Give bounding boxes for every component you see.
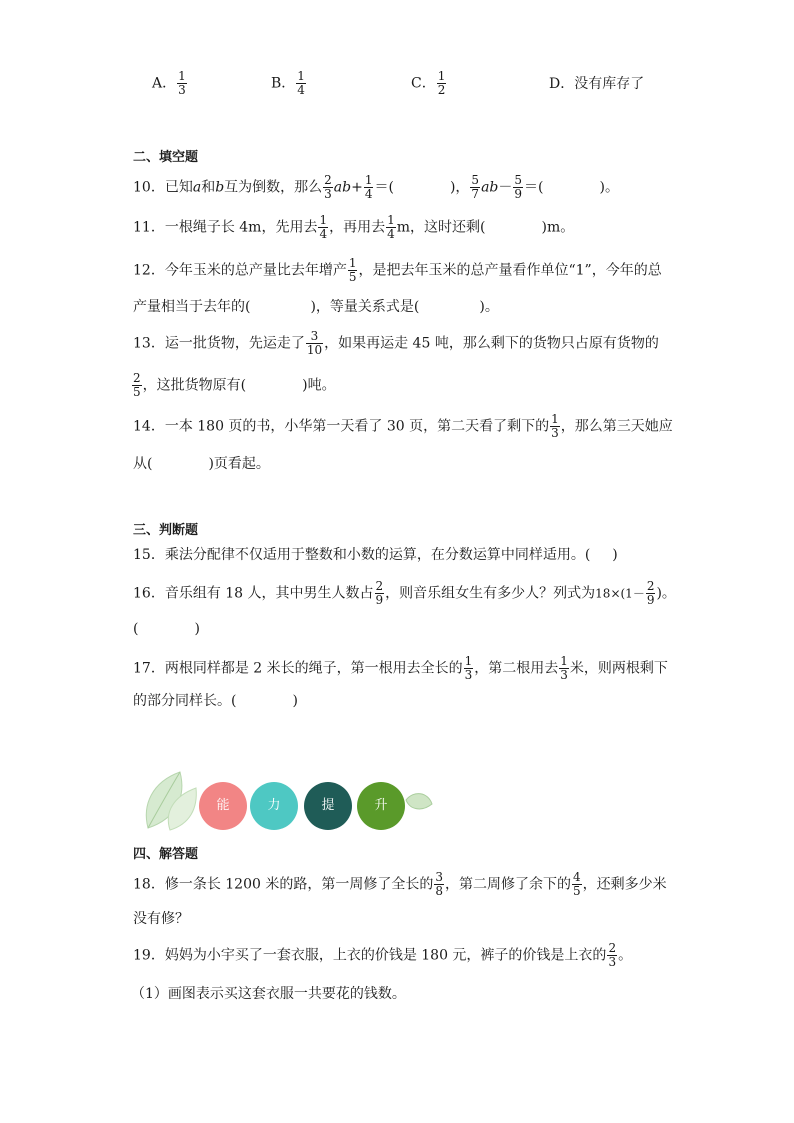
banner-circle-2: 力 (250, 782, 298, 830)
small-leaf-icon (404, 790, 434, 816)
question-17-line1: 17．两根同样都是 2 米长的绳子，第一根用去全长的 $\frac{1}{3}$ ，第二根用去 $\frac{1}{3}$ 米，则两根剩下 (133, 654, 668, 682)
banner-circle-3: 提 (304, 782, 352, 830)
banner-circle-4: 升 (357, 782, 405, 830)
fraction: $\frac{1}{4}$ (387, 213, 395, 241)
option-a: A． $\frac{1}{3}$ (152, 69, 186, 97)
fraction: $\frac{5}{9}$ (514, 173, 523, 201)
fraction: $\frac{5}{7}$ (471, 173, 480, 201)
question-19-part-1: （1）画图表示买这套衣服一共要花的钱数。 (131, 986, 406, 1002)
section-heading-judge: 三、判断题 (133, 523, 199, 538)
section-heading-solve: 四、解答题 (133, 847, 199, 862)
question-10: 10．已知a和b互为倒数，那么 $\frac{2}{3}$ ab+ $\frac{1}{4}$ ＝( )， $\frac{5}{7}$ ab－ $\frac{5}{9}$ ＝( )。 (133, 173, 619, 201)
question-11: 11．一根绳子长 4m，先用去 $\frac{1}{4}$ ，再用去 $\frac{1}{4}$ m，这时还剩( )m。 (133, 213, 575, 241)
question-14-line1: 14．一本 180 页的书，小华第一天看了 30 页，第二天看了剩下的 $\frac{1}{3}$ ，那么第三天她应 (133, 412, 673, 440)
fraction: $\frac{1}{3}$ (560, 654, 568, 682)
question-15: 15．乘法分配律不仅适用于整数和小数的运算，在分数运算中同样适用。( ) (133, 547, 618, 563)
fraction: $\frac{2}{3}$ (324, 173, 332, 201)
option-d: D．没有库存了 (549, 76, 645, 92)
fraction: $\frac{2}{9}$ (646, 579, 655, 607)
fraction: $\frac{2}{5}$ (133, 371, 141, 399)
leaf-decoration-icon (140, 770, 200, 832)
fraction: $\frac{1}{5}$ (348, 256, 357, 284)
question-14-line2: 从( )页看起。 (133, 456, 270, 472)
question-19: 19．妈妈为小宇买了一套衣服，上衣的价钱是 180 元，裤子的价钱是上衣的 $\frac{2}{3}$ 。 (133, 941, 633, 969)
question-16-answer: ( ) (133, 621, 200, 637)
fraction: $\frac{3}{8}$ (435, 870, 443, 898)
question-18-line2: 没有修？ (133, 911, 189, 927)
question-12-line1: 12．今年玉米的总产量比去年增产 $\frac{1}{5}$ ，是把去年玉米的总产量看作单位“1”，今年的总 (133, 256, 662, 284)
question-13-line1: 13．运一批货物，先运走了 $\frac{3}{10}$ ，如果再运走 45 吨，那么剩下的货物只占原有货物的 (133, 329, 659, 357)
question-16: 16．音乐组有 18 人，其中男生人数占 $\frac{2}{9}$ ，则音乐组女生有多少人？列式为18×(1－ $\frac{2}{9}$ )。 (133, 579, 676, 607)
fraction: $\frac{4}{5}$ (572, 870, 581, 898)
question-17-line2: 的部分同样长。( ) (133, 693, 298, 709)
fraction: $\frac{2}{3}$ (608, 941, 617, 969)
fraction: $\frac{3}{10}$ (306, 329, 323, 357)
fraction: $\frac{1}{3}$ (551, 412, 559, 440)
fraction: $\frac{1}{2}$ (437, 69, 446, 97)
banner-circle-1: 能 (199, 782, 247, 830)
question-13-line2: $\frac{2}{5}$ ，这批货物原有( )吨。 (133, 371, 336, 399)
option-b: B． $\frac{1}{4}$ (271, 69, 305, 97)
fraction: $\frac{1}{4}$ (319, 213, 328, 241)
question-12-line2: 产量相当于去年的( )，等量关系式是( )。 (133, 299, 499, 315)
fraction: $\frac{2}{9}$ (375, 579, 384, 607)
fraction: $\frac{1}{3}$ (178, 69, 186, 97)
section-heading-fill: 二、填空题 (133, 150, 199, 165)
fraction: $\frac{1}{4}$ (297, 69, 305, 97)
fraction: $\frac{1}{3}$ (464, 654, 473, 682)
option-c: C． $\frac{1}{2}$ (411, 69, 446, 97)
question-18-line1: 18．修一条长 1200 米的路，第一周修了全长的 $\frac{3}{8}$ ，第二周修了余下的 $\frac{4}{5}$ ，还剩多少米 (133, 870, 667, 898)
fraction: $\frac{1}{4}$ (364, 173, 373, 201)
